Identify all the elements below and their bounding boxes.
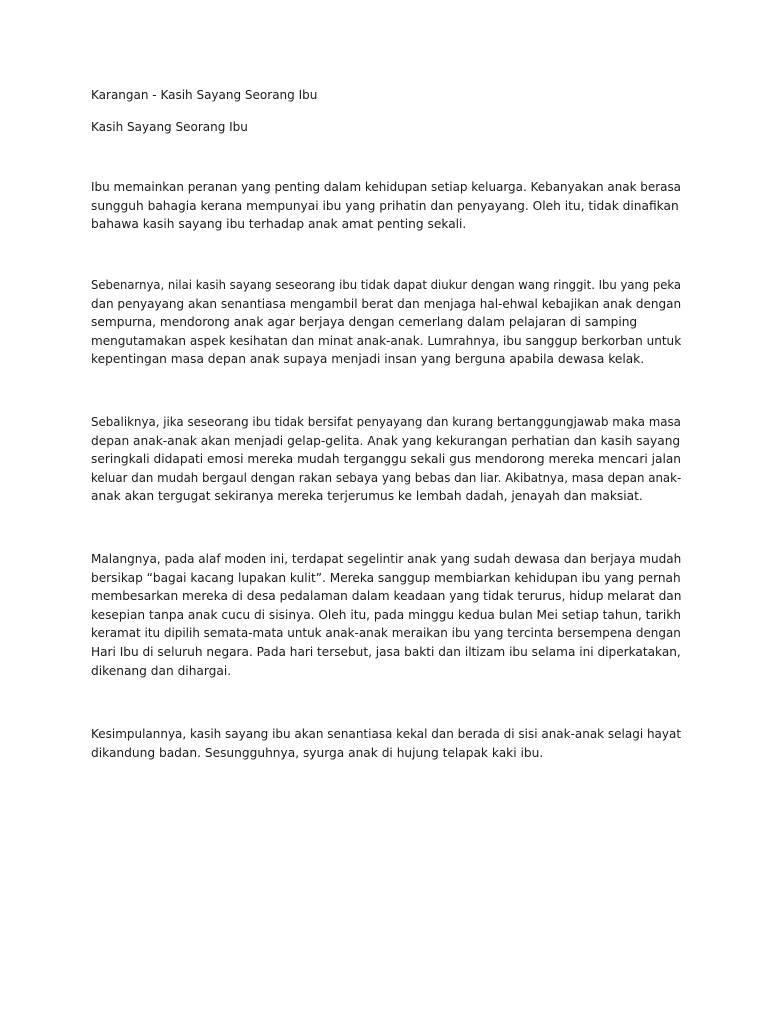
paragraph-line: Sebenarnya, nilai kasih sayang seseorang ibu tidak dapat diukur dengan wang ringgit. Ibu yang peka xyxy=(91,278,682,292)
paragraph-line: dikandung badan. Sesungguhnya, syurga anak di hujung telapak kaki ibu. xyxy=(91,745,544,760)
paragraph-line: Sebaliknya, jika seseorang ibu tidak bersifat penyayang dan kurang bertanggungjawab maka masa xyxy=(91,415,681,429)
paragraph-line: Kesimpulannya, kasih sayang ibu akan senantiasa kekal dan berada di sisi anak-anak selagi hayat xyxy=(91,727,682,741)
paragraph-1 xyxy=(91,178,682,234)
paragraph-line: sempurna, mendorong anak agar berjaya dengan cemerlang dalam pelajaran di samping xyxy=(91,315,638,330)
paragraph-2 xyxy=(91,276,682,369)
paragraph-line: Ibu memainkan peranan yang penting dalam kehidupan setiap keluarga. Kebanyakan anak berasa xyxy=(91,180,682,194)
paragraph-line: kesepian tanpa anak cucu di sisinya. Oleh itu, pada minggu kedua bulan Mei setiap tahun, tarikh xyxy=(91,607,681,622)
document-heading: Karangan - Kasih Sayang Seorang Ibu xyxy=(91,88,318,102)
paragraph-line: Malangnya, pada alaf moden ini, terdapat segelintir anak yang sudah dewasa dan berjaya mudah xyxy=(91,552,682,566)
paragraph-line: sungguh bahagia kerana mempunyai ibu yang prihatin dan penyayang. Oleh itu, tidak dinafikan xyxy=(91,198,679,213)
document-title: Kasih Sayang Seorang Ibu xyxy=(91,120,248,134)
paragraph-3 xyxy=(91,413,682,506)
paragraph-5 xyxy=(91,725,682,762)
paragraph-line: depan anak-anak akan menjadi gelap-gelita. Anak yang kekurangan perhatian dan kasih sayang xyxy=(91,433,681,448)
paragraph-line: kepentingan masa depan anak supaya menjadi insan yang berguna apabila dewasa kelak. xyxy=(91,352,645,367)
paragraph-line: mengutamakan aspek kesihatan dan minat anak-anak. Lumrahnya, ibu sanggup berkorban untuk xyxy=(91,333,682,348)
paragraph-line: keluar dan mudah bergaul dengan rakan sebaya yang bebas dan liar. Akibatnya, masa depan anak- xyxy=(91,470,682,485)
paragraph-line: dikenang dan dihargai. xyxy=(91,663,232,678)
paragraph-line: anak akan tergugat sekiranya mereka terjerumus ke lembah dadah, jenayah dan maksiat. xyxy=(91,489,643,504)
paragraph-line: seringkali didapati emosi mereka mudah terganggu sekali gus mendorong mereka mencari jalan xyxy=(91,452,682,467)
paragraph-line: dan penyayang akan senantiasa mengambil berat dan menjaga hal-ehwal kebajikan anak dengan xyxy=(91,296,682,311)
paragraph-line: bersikap “bagai kacang lupakan kulit”. Mereka sanggup membiarkan kehidupan ibu yang pernah xyxy=(91,570,681,585)
paragraph-4 xyxy=(91,550,682,680)
paragraph-line: bahawa kasih sayang ibu terhadap anak amat penting sekali. xyxy=(91,217,467,232)
paragraph-line: membesarkan mereka di desa pedalaman dalam keadaan yang tidak terurus, hidup melarat dan xyxy=(91,589,682,604)
paragraph-line: Hari Ibu di seluruh negara. Pada hari tersebut, jasa bakti dan iltizam ibu selama ini diperkatakan, xyxy=(91,644,681,659)
paragraph-line: keramat itu dipilih semata-mata untuk anak-anak meraikan ibu yang tercinta bersempena dengan xyxy=(91,626,681,641)
